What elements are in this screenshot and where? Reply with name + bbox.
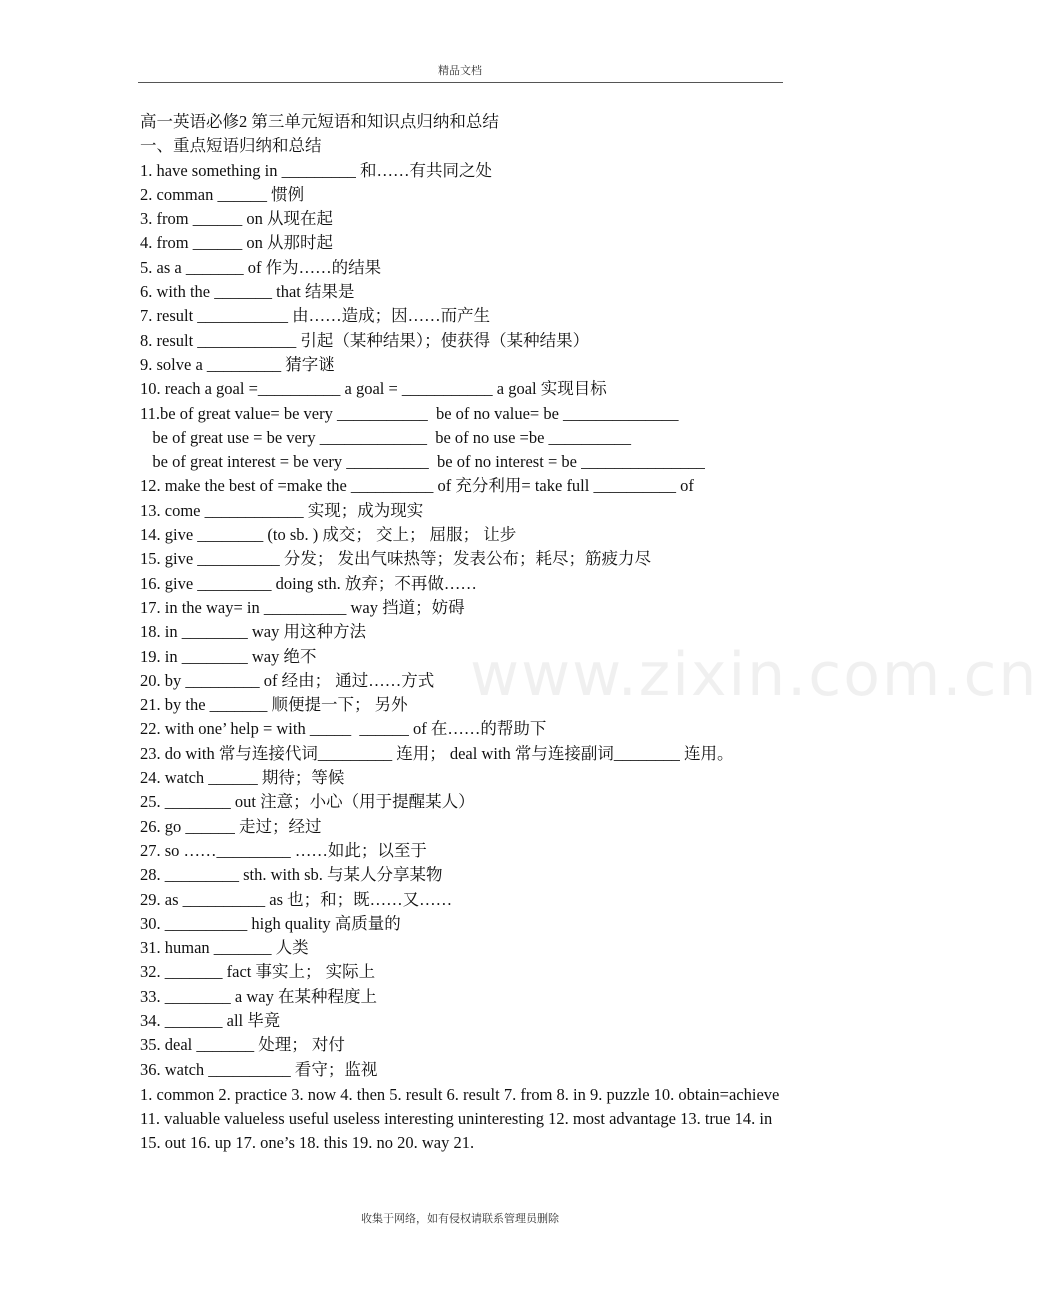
list-item: 18. in ________ way 用这种方法	[140, 622, 366, 642]
document-body	[140, 110, 780, 1156]
phrase-list	[140, 159, 780, 742]
list-item: 34. _______ all 毕竟	[140, 1010, 281, 1030]
document-title: 高一英语必修2 第三单元短语和知识点归纳和总结	[140, 112, 499, 131]
header-divider	[138, 82, 783, 83]
list-item: 36. watch __________ 看守；监视	[140, 1059, 378, 1079]
list-item: 25. ________ out 注意；小心（用于提醒某人）	[140, 792, 475, 812]
watermark: www.zixin.com.cn	[470, 640, 1038, 710]
list-item: 6. with the _______ that 结果是	[140, 282, 355, 302]
list-item: 19. in ________ way 绝不	[140, 646, 317, 666]
list-item: 30. __________ high quality 高质量的	[140, 913, 401, 933]
page-footer: 收集于网络，如有侵权请联系管理员删除	[361, 1212, 559, 1225]
list-item: 26. go ______ 走过；经过	[140, 816, 322, 836]
list-item: 27. so ……_________ ……如此；以至于	[140, 840, 427, 860]
list-item: 5. as a _______ of 作为……的结果	[140, 257, 382, 277]
list-item: 13. come ____________ 实现；成为现实	[140, 500, 424, 520]
answer-key: 1. common 2. practice 3. now 4. then 5. result 6. result 7. from 8. in 9. puzzle 10. obtain=achieve 11. valuable valueless useful useless interesting uninteresting 12. most advantage 13. true 14. in 15. out 16. up 17. one’s 18. this 19. no 20. way 21.	[140, 1084, 780, 1153]
list-item: 23. do with 常与连接代词_________ 连用； deal with 常与连接副词________ 连用。	[140, 743, 734, 763]
list-item: 3. from ______ on 从现在起	[140, 209, 333, 229]
list-item: 9. solve a _________ 猜字谜	[140, 354, 335, 374]
list-item: 8. result ____________ 引起（某种结果）；使获得（某种结果）	[140, 330, 590, 350]
section-heading: 一、重点短语归纳和总结	[140, 136, 322, 156]
list-item: be of great interest = be very __________ be of no interest = be _______________	[140, 452, 705, 472]
list-item: 33. ________ a way 在某种程度上	[140, 986, 377, 1006]
list-item: 24. watch ______ 期待；等候	[140, 768, 345, 788]
list-item: 28. _________ sth. with sb. 与某人分享某物	[140, 865, 443, 885]
page-header: 精品文档	[438, 64, 482, 77]
list-item: 31. human _______ 人类	[140, 938, 309, 958]
list-item: 7. result ___________ 由……造成；因……而产生	[140, 306, 491, 326]
list-item: 10. reach a goal =__________ a goal = ___________ a goal 实现目标	[140, 379, 607, 399]
list-item: 35. deal _______ 处理； 对付	[140, 1035, 345, 1055]
list-item: 22. with one’ help = with _____ ______ of 在……的帮助下	[140, 719, 547, 739]
list-item: 20. by _________ of 经由； 通过……方式	[140, 670, 435, 690]
list-item: 16. give _________ doing sth. 放弃；不再做……	[140, 573, 477, 593]
list-item: 32. _______ fact 事实上； 实际上	[140, 962, 376, 982]
list-item: 14. give ________ (to sb. ) 成交； 交上； 屈服； 让步	[140, 525, 517, 545]
list-item: 29. as __________ as 也；和；既……又……	[140, 889, 453, 909]
list-item: be of great use = be very _____________ be of no use =be __________	[140, 427, 632, 447]
list-item: 11.be of great value= be very ___________ be of no value= be ______________	[140, 403, 679, 423]
list-item: 2. comman ______ 惯例	[140, 184, 305, 204]
list-item: 17. in the way= in __________ way 挡道；妨碍	[140, 597, 465, 617]
list-item: 1. have something in _________ 和……有共同之处	[140, 160, 492, 180]
list-item: 21. by the _______ 顺便提一下； 另外	[140, 695, 408, 715]
list-item: 15. give __________ 分发； 发出气味热等；发表公布；耗尽；筋疲力尽	[140, 549, 652, 569]
list-item: 4. from ______ on 从那时起	[140, 233, 333, 253]
phrase-list-continued	[140, 766, 780, 1082]
list-item: 12. make the best of =make the __________ of 充分利用= take full __________ of	[140, 476, 694, 496]
